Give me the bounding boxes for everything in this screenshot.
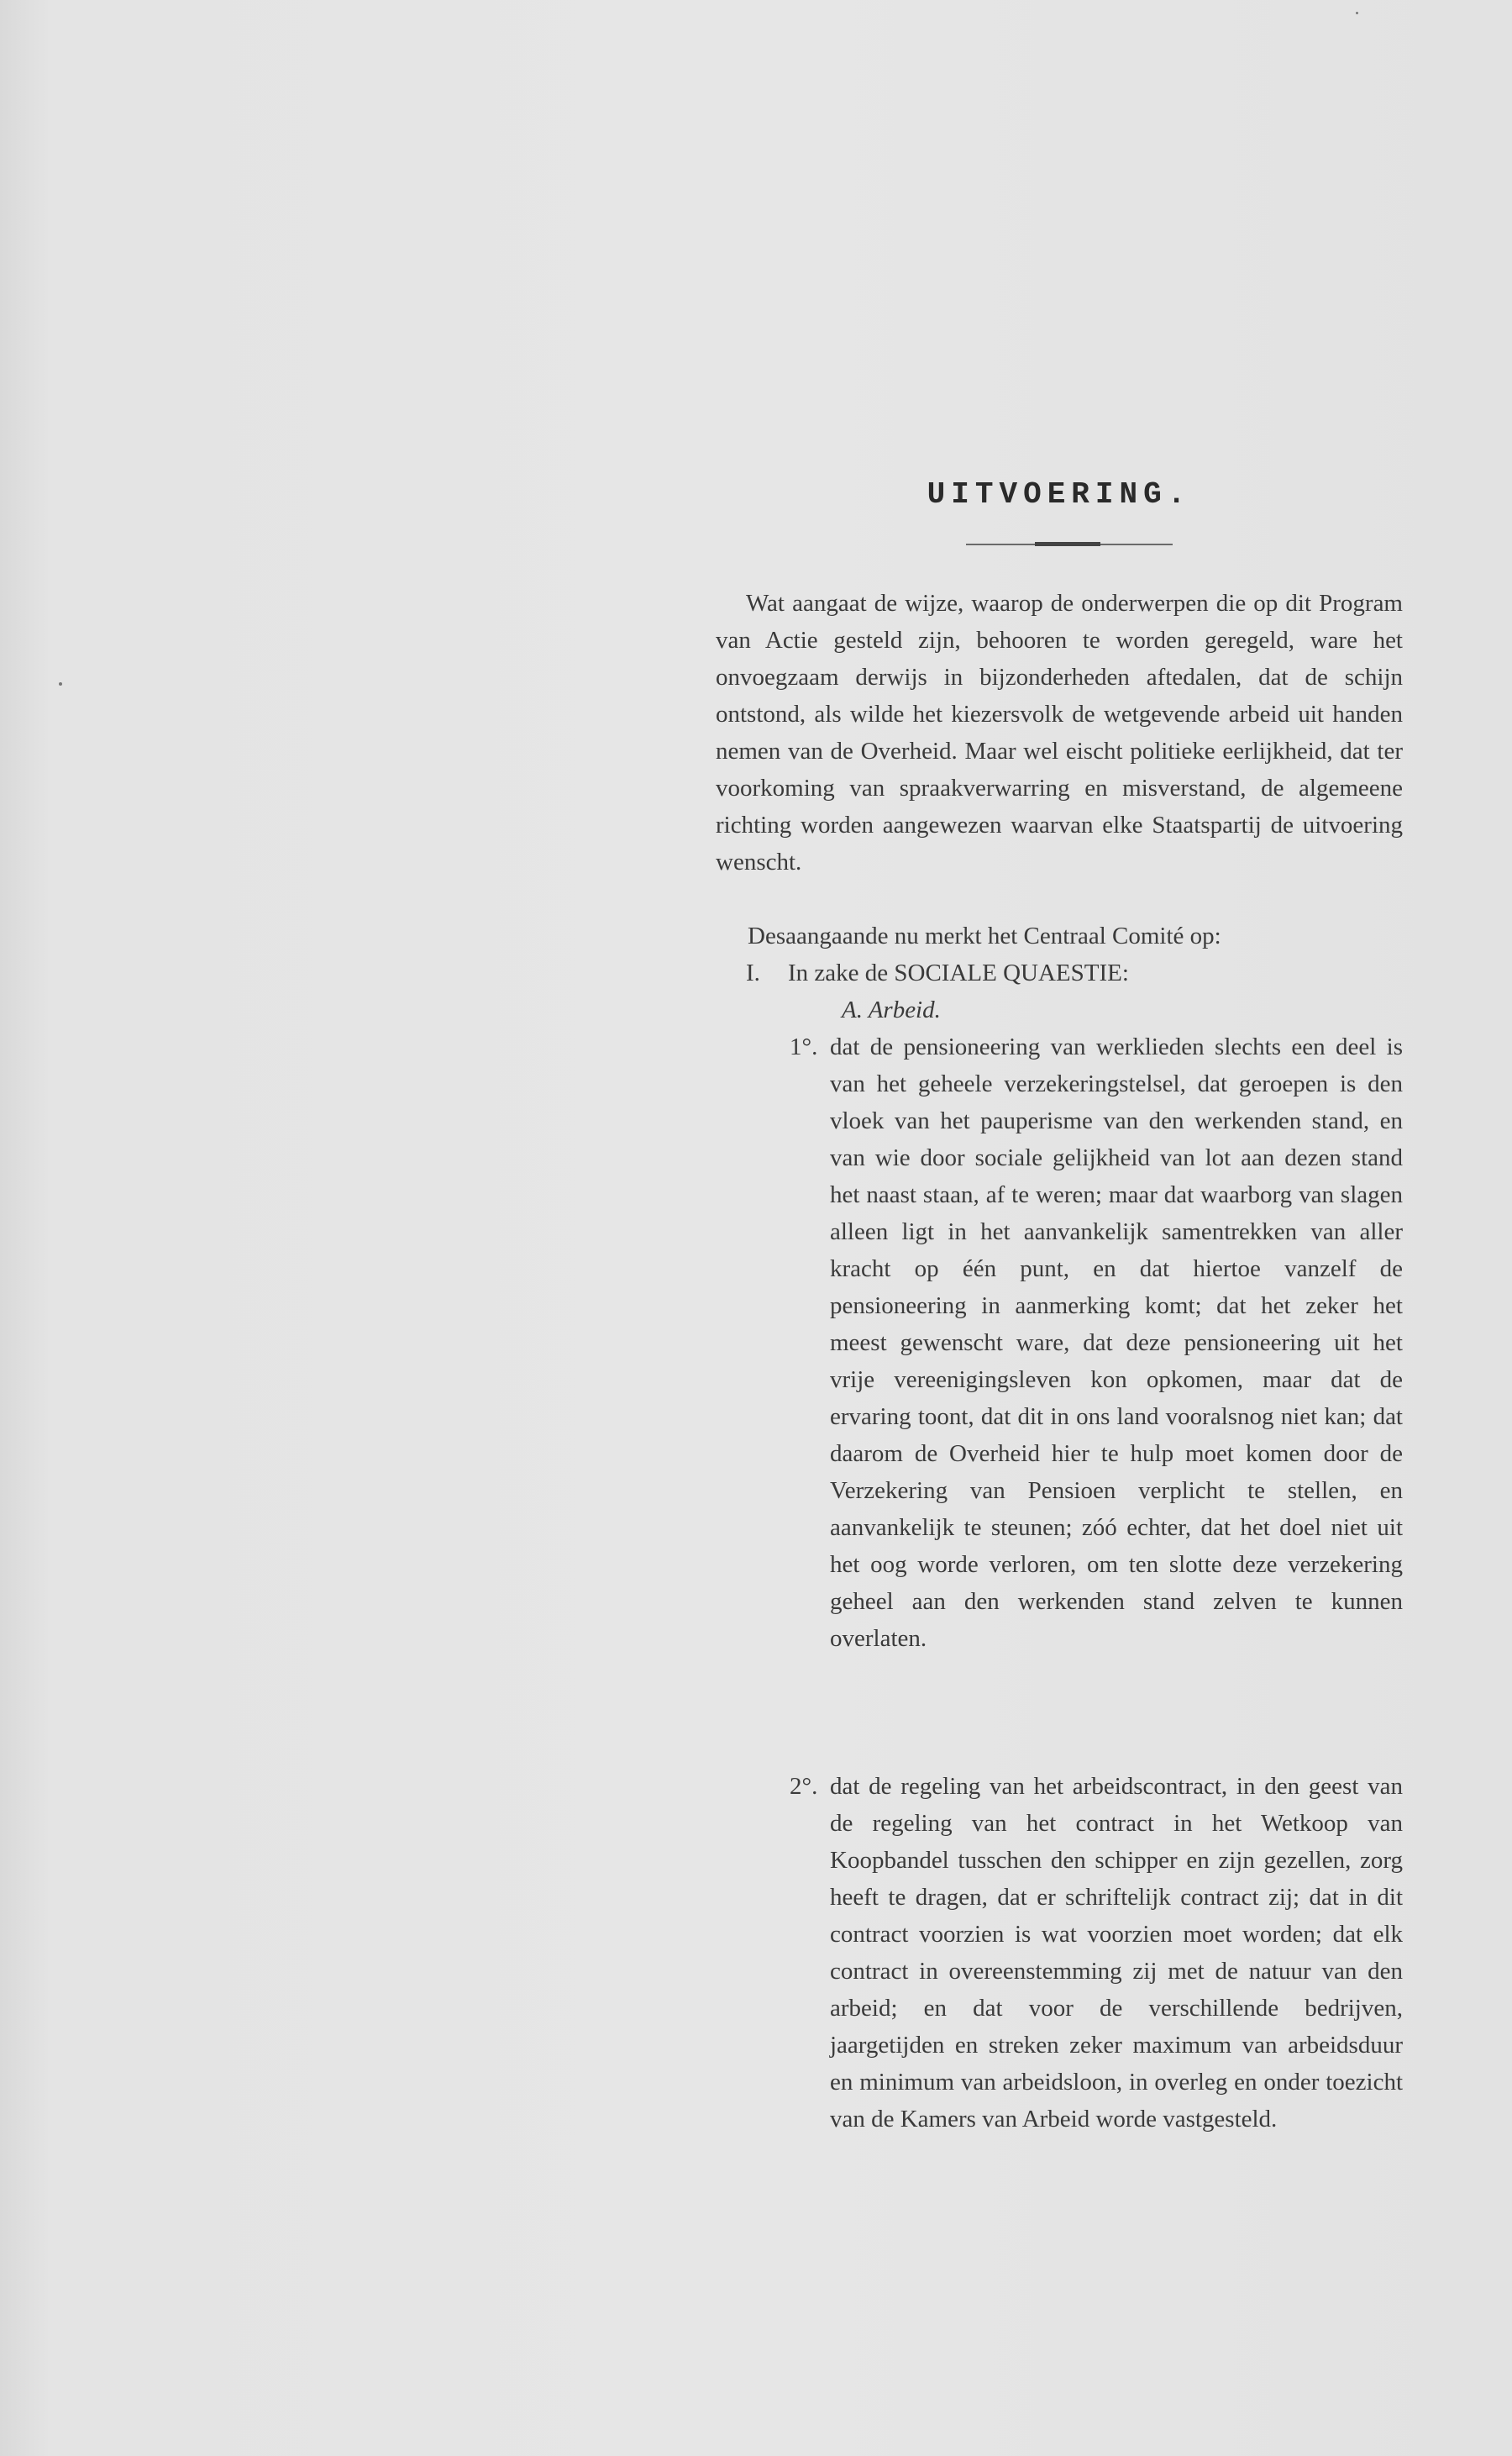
desaangaande-line: Desaangaande nu merkt het Centraal Comité op: [748,923,1221,949]
subsection-heading: A. Arbeid. [842,997,941,1023]
list-item-number: 1°. [790,1033,818,1060]
section-heading [746,955,1403,991]
paper-speck [59,682,62,686]
page-title: UITVOERING. [927,477,1192,512]
paper-speck [1356,12,1358,14]
title-rule-ornament [1035,542,1100,546]
section-number: I. [746,960,760,986]
intro-paragraph: Wat aangaat de wijze, waarop de onderwerpen die op dit Program van Actie gesteld zijn, behooren te worden geregeld, ware het onvoegzaam derwijs in bijzonderheden aftedalen, dat de schijn ontstond, als wilde het kiezersvolk de wetgevende arbeid uit handen nemen van de Overheid. Maar wel eischt politieke eerlijkheid, dat ter voorkoming van spraakverwarring en misverstand, de algemeene richting worden aangewezen waarvan elke Staatspartij de uitvoering wenscht. [716,590,1403,876]
list-item-text: dat de regeling van het arbeidscontract, in den geest van de regeling van het contract in het Wetkoop van Koopbandel tusschen den schipper en zijn gezellen, zorg heeft te dragen, dat er schriftelijk contract zij; dat in dit contract voorzien is wat voorzien moet worden; dat elk contract in overeenstemming zij met de natuur van den arbeid; en dat voor de verschillende bedrijven, jaargetijden en streken zeker maximum van arbeidsduur en minimum van arbeidsloon, in overleg en onder toezicht van de Kamers van Arbeid worde vastgesteld. [830,1773,1403,2133]
list-item-text: dat de pensioneering van werklieden slechts een deel is van het geheele verzekeringstelsel, dat geroepen is den vloek van het pauperisme van den werkenden stand, en van wie door sociale gelijkheid van lot aan dezen stand het naast staan, af te weren; maar dat waarborg van slagen alleen ligt in het aanvankelijk samentrekken van aller kracht op één punt, en dat hiertoe vanzelf de pensioneering in aanmerking komt; dat het zeker het meest gewenscht ware, dat deze pensioneering uit het vrije vereenigingsleven kon opkomen, maar dat de ervaring toont, dat dit in ons land vooralsnog niet kan; dat daarom de Overheid hier te hulp moet komen door de Verzekering van Pensioen verplicht te stellen, en aanvankelijk te steunen; zóó echter, dat het doel niet uit het oog worde verloren, om ten slotte deze verzekering geheel aan den werkenden stand zelven te kunnen overlaten. [830,1033,1403,1652]
section-text: In zake de SOCIALE QUAESTIE: [788,960,1129,986]
list-item-number: 2°. [790,1773,818,1800]
